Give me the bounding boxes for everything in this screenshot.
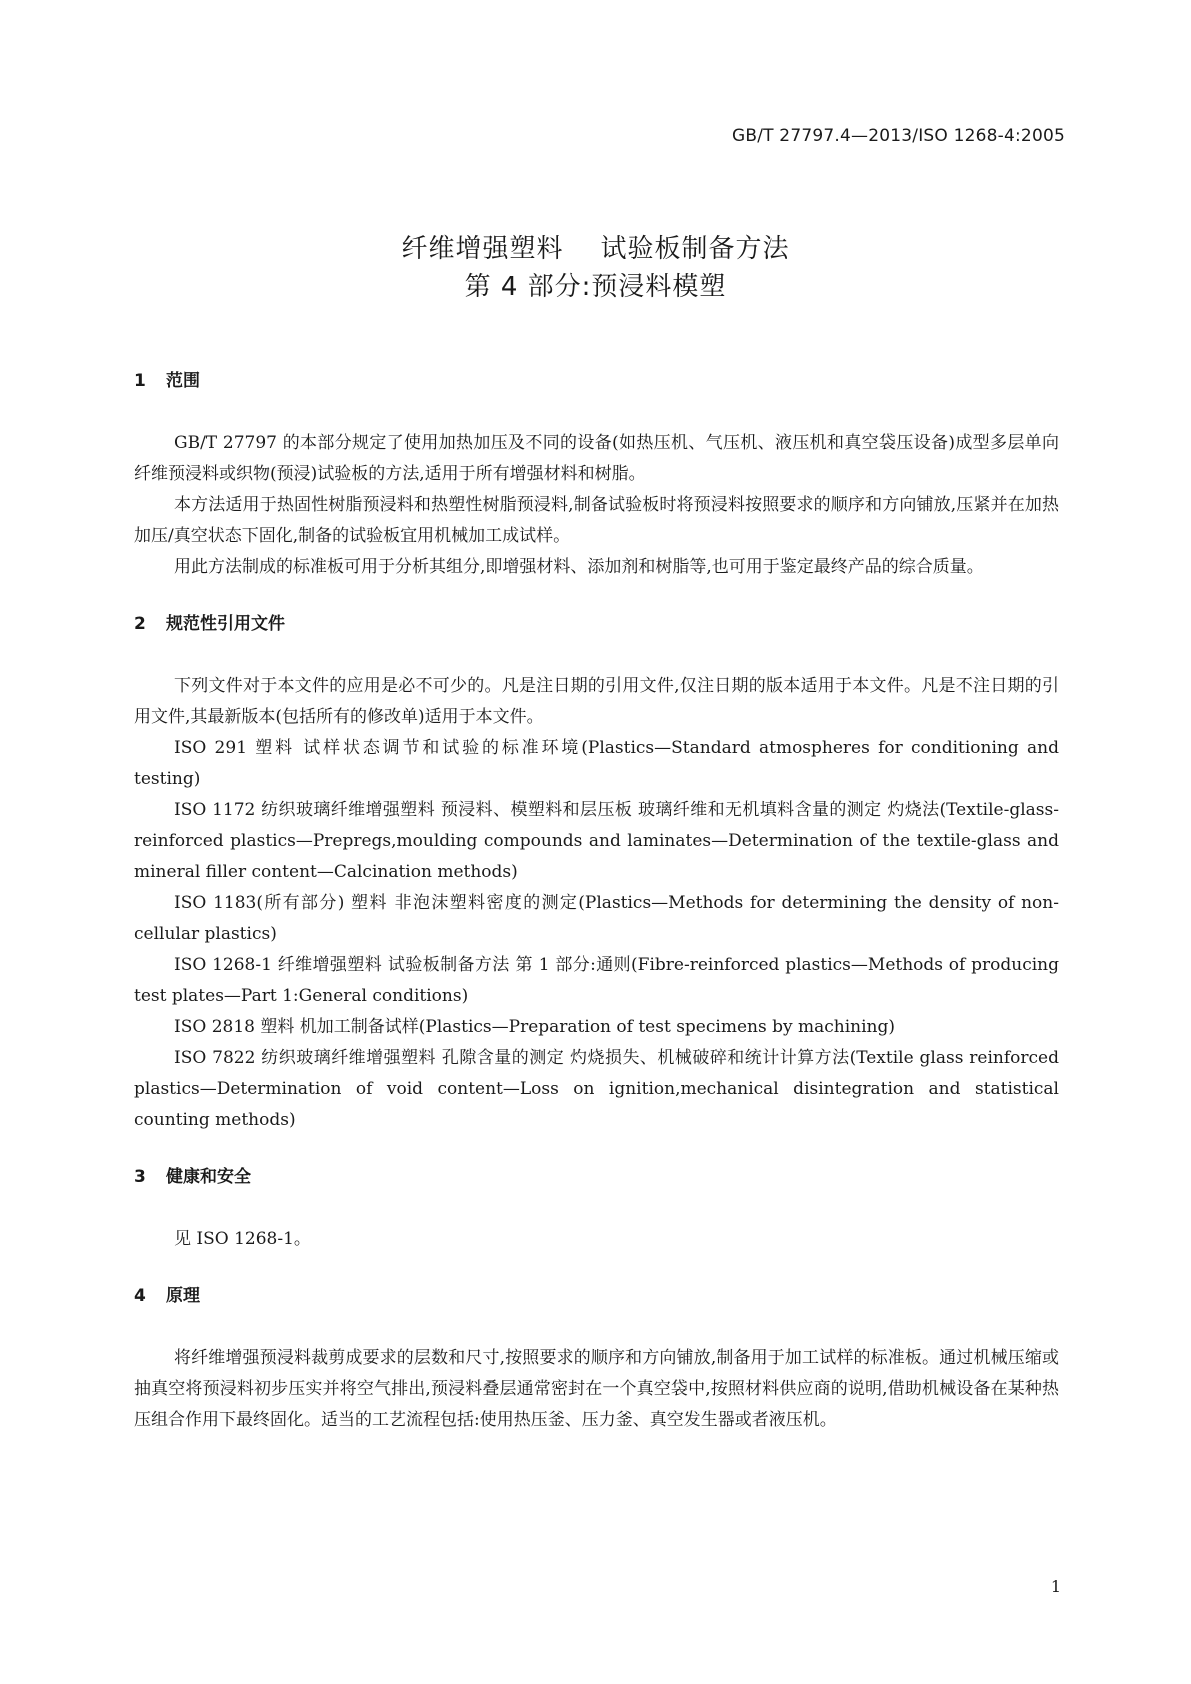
paragraph: 本方法适用于热固性树脂预浸料和热塑性树脂预浸料,制备试验板时将预浸料按照要求的顺序和方向铺放,压紧并在加热加压/真空状态下固化,制备的试验板宜用机械加工成试样。 xyxy=(134,495,1059,546)
section-heading xyxy=(134,1283,1059,1309)
section-health-and-safety xyxy=(134,1164,1059,1255)
title-line-2: 第 4 部分:预浸料模塑 xyxy=(464,272,727,302)
section-heading xyxy=(134,1164,1059,1190)
reference-entry: ISO 291 塑料 试样状态调节和试验的标准环境(Plastics—Standard atmospheres for conditioning and testing) xyxy=(134,738,1059,789)
paragraph: 下列文件对于本文件的应用是必不可少的。凡是注日期的引用文件,仅注日期的版本适用于本文件。凡是不注日期的引用文件,其最新版本(包括所有的修改单)适用于本文件。 xyxy=(134,676,1059,727)
section-principle xyxy=(134,1283,1059,1436)
paragraph: 将纤维增强预浸料裁剪成要求的层数和尺寸,按照要求的顺序和方向铺放,制备用于加工试样的标准板。通过机械压缩或抽真空将预浸料初步压实并将空气排出,预浸料叠层通常密封在一个真空袋中,按照材料供应商的说明,借助机械设备在某种热压组合作用下最终固化。适当的工艺流程包括:使用热压釜、压力釜、真空发生器或者液压机。 xyxy=(134,1348,1059,1430)
section-heading xyxy=(134,611,1059,637)
reference-entry: ISO 7822 纺织玻璃纤维增强塑料 孔隙含量的测定 灼烧损失、机械破碎和统计计算方法(Textile glass reinforced plastics—Determination of void content—Loss on ignition,mechanical disintegration and statistical counting methods) xyxy=(134,1048,1059,1130)
section-title: 健康和安全 xyxy=(166,1167,251,1187)
document-title xyxy=(0,230,1191,306)
reference-entry: ISO 1268-1 纤维增强塑料 试验板制备方法 第 1 部分:通则(Fibre-reinforced plastics—Methods of producing test plates—Part 1:General conditions) xyxy=(134,955,1059,1006)
section-title: 原理 xyxy=(166,1286,200,1306)
paragraph: 见 ISO 1268-1。 xyxy=(174,1229,311,1249)
section-title: 规范性引用文件 xyxy=(166,614,285,634)
standard-code: GB/T 27797.4—2013/ISO 1268-4:2005 xyxy=(731,126,1065,146)
reference-entry: ISO 1183(所有部分) 塑料 非泡沫塑料密度的测定(Plastics—Methods for determining the density of non-cellular plastics) xyxy=(134,893,1059,944)
section-number: 3 xyxy=(134,1167,146,1187)
section-number: 1 xyxy=(134,371,146,391)
title-line-1: 纤维增强塑料 试验板制备方法 xyxy=(401,234,790,264)
section-number: 4 xyxy=(134,1286,146,1306)
paragraph: 用此方法制成的标准板可用于分析其组分,即增强材料、添加剂和树脂等,也可用于鉴定最终产品的综合质量。 xyxy=(174,557,984,577)
section-number: 2 xyxy=(134,614,146,634)
page-number: 1 xyxy=(1050,1577,1061,1596)
section-title: 范围 xyxy=(166,371,200,391)
section-heading xyxy=(134,368,1059,394)
section-normative-references xyxy=(134,611,1059,1136)
section-scope xyxy=(134,368,1059,583)
document-body xyxy=(134,368,1059,1436)
paragraph: GB/T 27797 的本部分规定了使用加热加压及不同的设备(如热压机、气压机、液压机和真空袋压设备)成型多层单向纤维预浸料或织物(预浸)试验板的方法,适用于所有增强材料和树脂。 xyxy=(134,433,1059,484)
reference-entry: ISO 2818 塑料 机加工制备试样(Plastics—Preparation of test specimens by machining) xyxy=(174,1017,895,1037)
reference-entry: ISO 1172 纺织玻璃纤维增强塑料 预浸料、模塑料和层压板 玻璃纤维和无机填料含量的测定 灼烧法(Textile-glass-reinforced plastics—Prepregs,moulding compounds and laminates—Determination of the textile-glass and mineral filler content—Calcination methods) xyxy=(134,800,1059,882)
